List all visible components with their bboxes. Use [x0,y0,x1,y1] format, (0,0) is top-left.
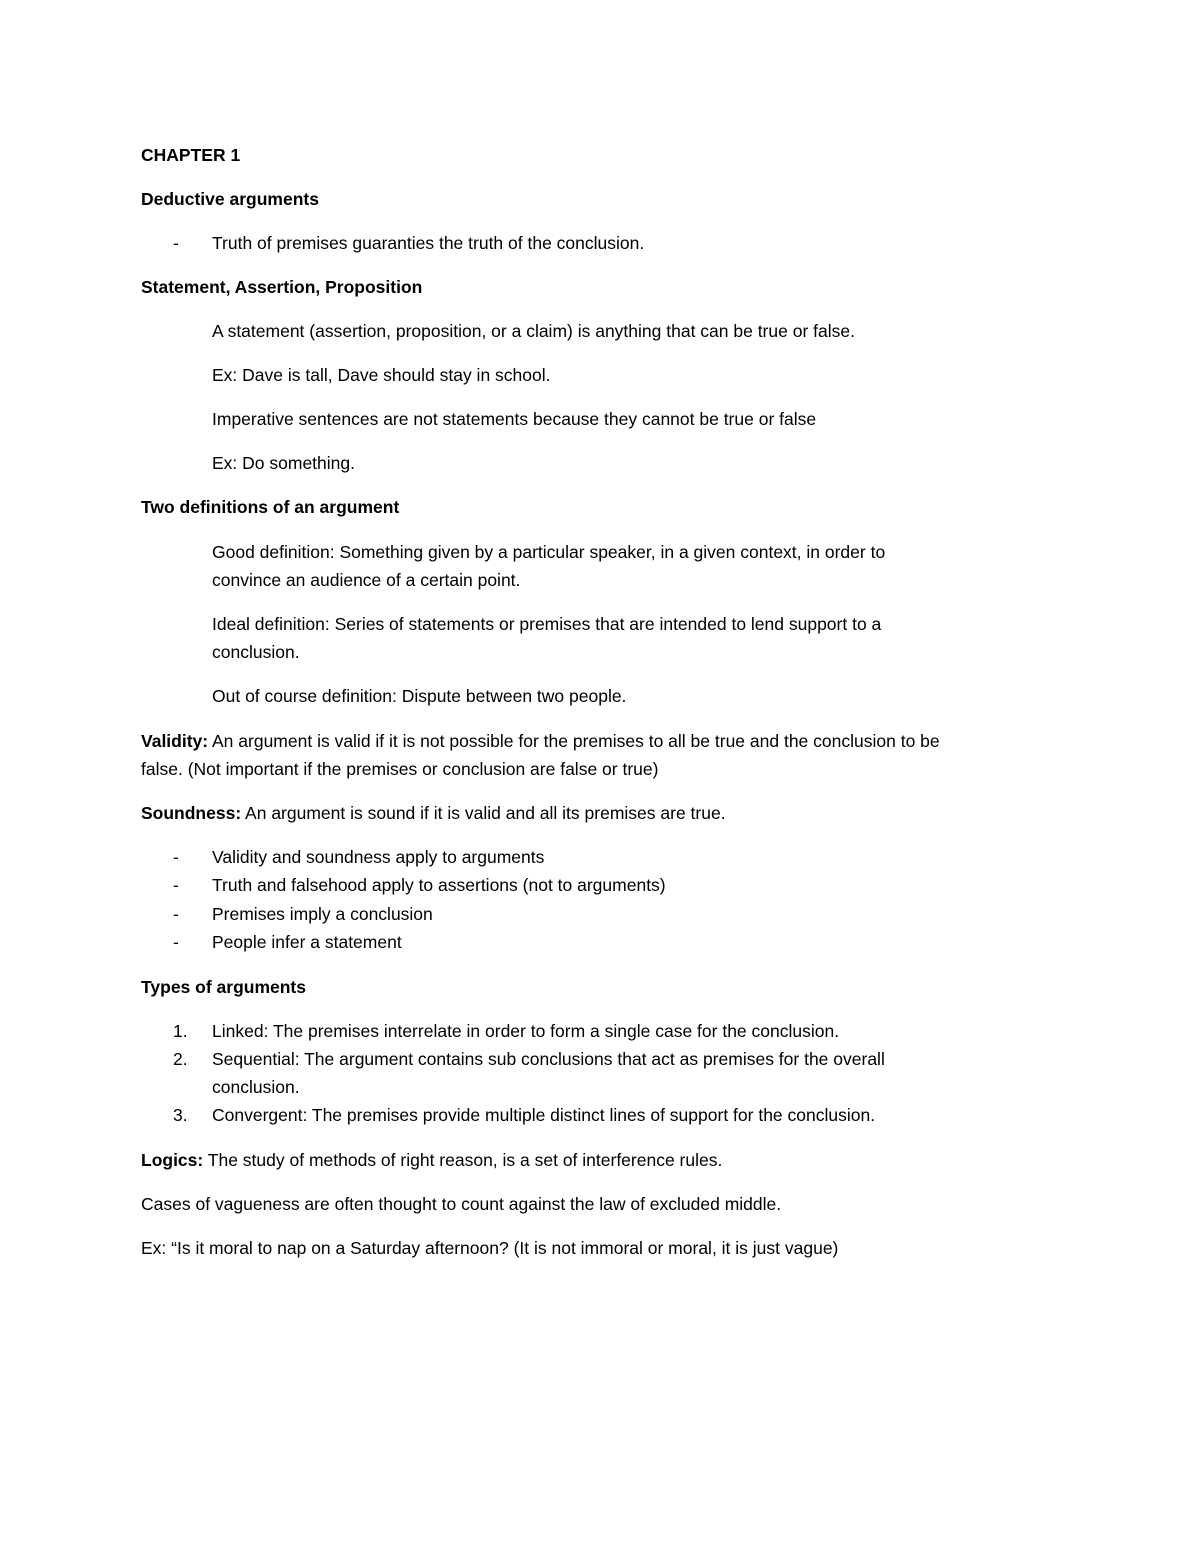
list-number: 2. [173,1049,188,1069]
vagueness-paragraph: Cases of vagueness are often thought to count against the law of excluded middle. [141,1194,782,1214]
soundness-bullet: Truth and falsehood apply to assertions (not to arguments) [212,875,666,895]
imperative-note: Imperative sentences are not statements because they cannot be true or false [212,409,817,429]
logics-text: The study of methods of right reason, is a set of interference rules. [203,1150,723,1170]
list-number: 1. [173,1021,188,1041]
validity-term: Validity: [141,731,209,751]
imperative-example: Ex: Do something. [212,453,355,473]
statement-example: Ex: Dave is tall, Dave should stay in school. [212,365,551,385]
validity-paragraph [141,730,940,752]
type-item-convergent: Convergent: The premises provide multiple distinct lines of support for the conclusion. [212,1105,876,1125]
soundness-term: Soundness: [141,803,242,823]
bullet-marker: - [173,233,179,253]
bullet-marker: - [173,904,179,924]
soundness-bullet: People infer a statement [212,932,402,952]
section-heading-statement: Statement, Assertion, Proposition [141,277,423,297]
soundness-paragraph [141,802,726,824]
bullet-text: Truth of premises guaranties the truth of the conclusion. [212,233,645,253]
type-item-sequential: Sequential: The argument contains sub conclusions that act as premises for the overall [212,1049,885,1069]
section-heading-definitions: Two definitions of an argument [141,497,400,517]
type-item-linked: Linked: The premises interrelate in order to form a single case for the conclusion. [212,1021,840,1041]
bullet-marker: - [173,875,179,895]
type-item-sequential-line2: conclusion. [212,1077,300,1097]
list-number: 3. [173,1105,188,1125]
good-definition-line2: convince an audience of a certain point. [212,570,521,590]
logics-term: Logics: [141,1150,204,1170]
bullet-marker: - [173,847,179,867]
bullet-marker: - [173,932,179,952]
section-heading-types: Types of arguments [141,977,306,997]
good-definition-line1: Good definition: Something given by a particular speaker, in a given context, in order to [212,542,886,562]
validity-text: An argument is valid if it is not possible for the premises to all be true and the conclusion to be [208,731,940,751]
section-heading-deductive: Deductive arguments [141,189,319,209]
logics-paragraph [141,1149,722,1171]
ideal-definition-line1: Ideal definition: Series of statements or premises that are intended to lend support to a [212,614,882,634]
soundness-bullet: Premises imply a conclusion [212,904,433,924]
soundness-bullet: Validity and soundness apply to arguments [212,847,545,867]
soundness-text: An argument is sound if it is valid and all its premises are true. [241,803,726,823]
final-example: Ex: “Is it moral to nap on a Saturday afternoon? (It is not immoral or moral, it is just vague) [141,1238,839,1258]
validity-text-line2: false. (Not important if the premises or conclusion are false or true) [141,759,659,779]
chapter-title: CHAPTER 1 [141,145,241,165]
out-of-course-definition: Out of course definition: Dispute between two people. [212,686,627,706]
ideal-definition-line2: conclusion. [212,642,300,662]
statement-definition: A statement (assertion, proposition, or a claim) is anything that can be true or false. [212,321,855,341]
